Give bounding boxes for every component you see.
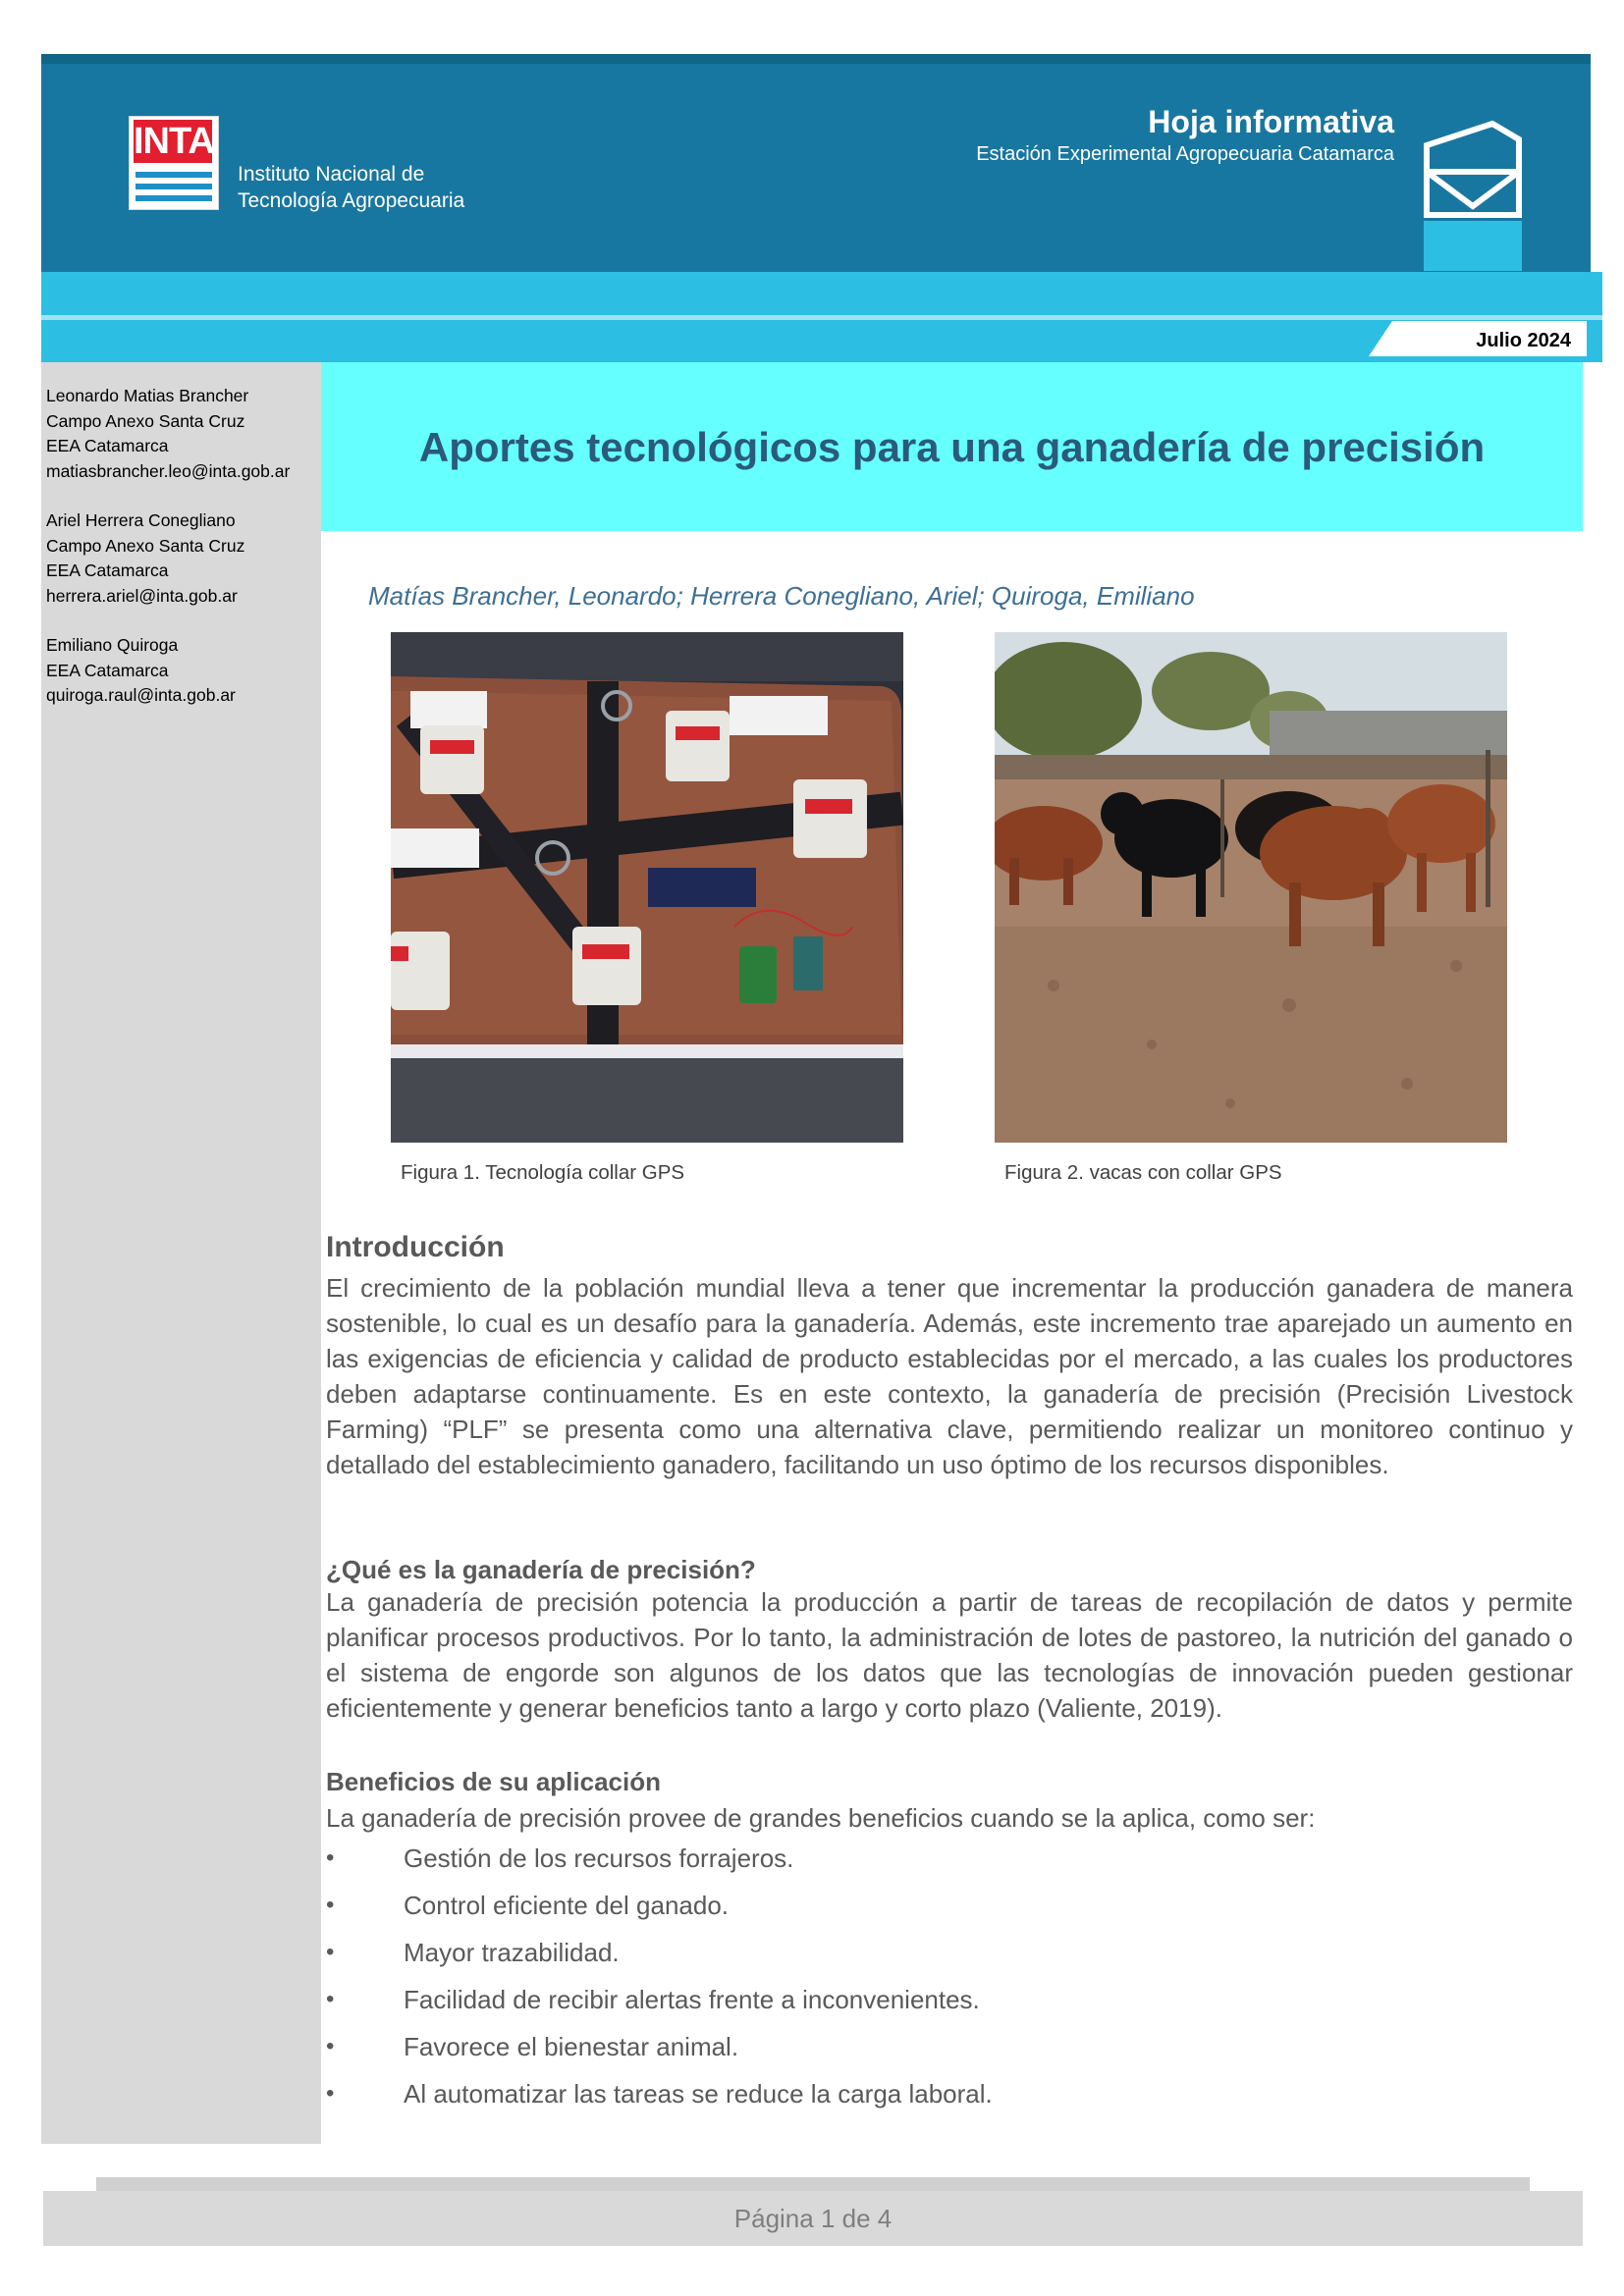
benefits-list: [326, 1839, 1573, 2121]
author-card: Ariel Herrera Conegliano Campo Anexo Santa Cruz EEA Catamarca herrera.ariel@inta.gob.ar: [46, 508, 331, 609]
author-card: Leonardo Matias Brancher Campo Anexo Santa Cruz EEA Catamarca matiasbrancher.leo@inta.gob.ar: [46, 384, 331, 484]
figure-1-caption: Figura 1. Tecnología collar GPS: [401, 1161, 685, 1184]
paragraph-benefits-intro: La ganadería de precisión provee de grandes beneficios cuando se la aplica, como ser:: [326, 1803, 1316, 1833]
header-title: Hoja informativa: [1148, 104, 1394, 139]
section-heading-what-is: ¿Qué es la ganadería de precisión?: [326, 1555, 756, 1584]
envelope-icon: [1424, 118, 1522, 271]
figure-1-photo: [391, 632, 903, 1143]
list-item: • Mayor trazabilidad.: [326, 1938, 620, 1967]
list-item: • Gestión de los recursos forrajeros.: [326, 1843, 794, 1873]
header-subtitle: Estación Experimental Agropecuaria Catamarca: [976, 143, 1394, 165]
section-heading-benefits: Beneficios de su aplicación: [326, 1767, 661, 1796]
author-email: herrera.ariel@inta.gob.ar: [46, 585, 238, 606]
paragraph-introduction: El crecimiento de la población mundial lleva a tener que incrementar la producción ganadera de manera sostenible, lo cual es un desafío para la ganadería. Además, este incremento trae aparejado un aumento en las exigencias de eficiencia y calidad de producto establecidas por el mercado, a las cuales los productores deben adaptarse continuamente. Es en este contexto, la ganadería de precisión (Precisión Livestock Farming) “PLF” se presenta como una alternativa clave, permitiendo realizar un monitoreo continuo y detallado del establecimiento ganadero, facilitando un uso óptimo de los recursos disponibles.: [326, 1273, 1573, 1479]
issue-date: Julio 2024: [1476, 330, 1571, 351]
figure-2-caption: Figura 2. vacas con collar GPS: [1004, 1161, 1282, 1184]
section-heading-introduction: Introducción: [326, 1231, 505, 1263]
page-number: Página 1 de 4: [733, 2204, 893, 2233]
article-authors: Matías Brancher, Leonardo; Herrera Conegliano, Ariel; Quiroga, Emiliano: [368, 581, 1195, 611]
paragraph-what-is: La ganadería de precisión potencia la producción a partir de tareas de recopilación de datos y permite planificar procesos productivos. Por lo tanto, la administración de lotes de pastoreo, la nutrición del ganado o el sistema de engorde son algunos de los datos que las tecnologías de innovación pueden gestionar eficientemente y generar beneficios tanto a largo y corto plazo (Valiente, 2019).: [326, 1587, 1573, 1723]
author-email: matiasbrancher.leo@inta.gob.ar: [46, 460, 291, 481]
list-item: • Favorece el bienestar animal.: [326, 2032, 739, 2061]
logo-wordmark: INTA: [134, 121, 214, 162]
footer-bar-top: [96, 2177, 1530, 2191]
author-sidebar: [41, 362, 321, 2144]
figure-2-photo: [995, 632, 1507, 1143]
list-item: • Facilidad de recibir alertas frente a inconvenientes.: [326, 1985, 980, 2014]
author-email: quiroga.raul@inta.gob.ar: [46, 685, 236, 705]
institution-name: Instituto Nacional de Tecnología Agropecuaria: [238, 163, 465, 212]
author-card: Emiliano Quiroga EEA Catamarca quiroga.raul@inta.gob.ar: [46, 633, 331, 709]
inta-logo: [129, 116, 219, 210]
list-item: • Al automatizar las tareas se reduce la carga laboral.: [326, 2079, 993, 2109]
article-title: Aportes tecnológicos para una ganadería de precisión: [418, 424, 1486, 470]
list-item: • Control eficiente del ganado.: [326, 1891, 730, 1920]
